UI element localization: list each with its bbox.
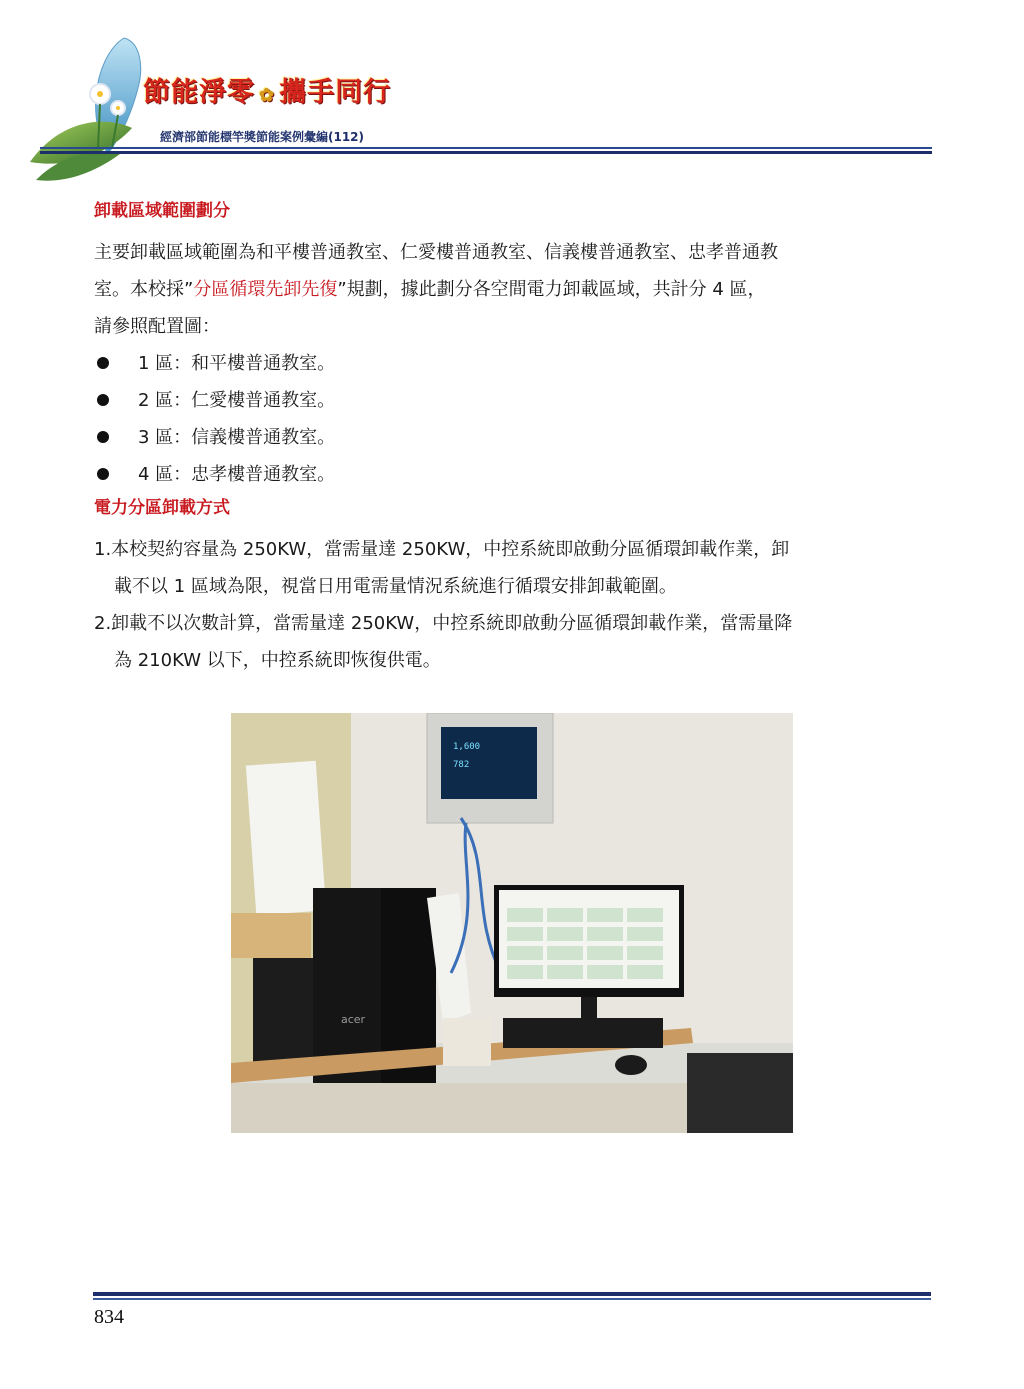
zones-intro-paragraph: [94, 234, 940, 345]
method-item-1-line-1: 1.本校契約容量為 250KW，當需量達 250KW，中控系統即啟動分區循環卸載作業，卸: [94, 539, 790, 560]
bullet-icon: [97, 394, 109, 406]
list-item: [94, 345, 940, 382]
zone-label: 2 區：仁愛樓普通教室。: [138, 390, 336, 411]
main-content: [94, 198, 940, 679]
footer-rule: [93, 1292, 931, 1302]
zone-label: 3 區：信義樓普通教室。: [138, 427, 336, 448]
section-heading-method: 電力分區卸載方式: [94, 498, 230, 518]
header-rule: [40, 147, 932, 154]
list-item: [94, 382, 940, 419]
list-item: [94, 419, 940, 456]
monitor-reading-1: 1,600: [453, 742, 481, 752]
bullet-icon: [97, 468, 109, 480]
control-system-photo: [231, 713, 793, 1133]
intro-line-2-post: ”規劃，據此劃分各空間電力卸載區域，共計分 4 區，: [337, 279, 766, 300]
publication-subtitle: 經濟部節能標竿獎節能案例彙編(112): [160, 130, 365, 144]
zone-label: 4 區：忠孝樓普通教室。: [138, 464, 336, 485]
zone-label: 1 區：和平樓普通教室。: [138, 353, 336, 374]
method-item-2-line-1: 2.卸載不以次數計算，當需量達 250KW，中控系統即啟動分區循環卸載作業，當需量降: [94, 613, 793, 634]
method-item-1: [94, 531, 940, 605]
flower-divider-icon: ✿: [259, 85, 276, 106]
bullet-icon: [97, 431, 109, 443]
method-item-1-line-2: 載不以 1 區域為限，視當日用電需量情況系統進行循環安排卸載範圍。: [114, 576, 677, 597]
method-item-2: [94, 605, 940, 679]
intro-line-3: 請參照配置圖：: [94, 316, 220, 337]
intro-line-2-pre: 室。本校採”: [94, 279, 194, 300]
photo-illustration: [231, 713, 793, 1133]
zone-list: [94, 345, 940, 493]
brand-title-left: 節能淨零: [143, 77, 255, 108]
section-heading-zones: 卸載區域範圍劃分: [94, 201, 230, 221]
bullet-icon: [97, 357, 109, 369]
brand-title-right: 攜手同行: [279, 77, 392, 108]
page-number: 834: [94, 1306, 124, 1328]
monitor-reading-2: 782: [453, 760, 470, 770]
brand-title: [143, 70, 391, 109]
method-list: [94, 531, 940, 679]
list-item: [94, 456, 940, 493]
highlight-strategy: 分區循環先卸先復: [193, 279, 338, 300]
method-item-2-line-2: 為 210KW 以下，中控系統即恢復供電。: [114, 650, 441, 671]
page-header: [0, 0, 1024, 190]
case-brand-label: acer: [341, 1013, 366, 1026]
intro-line-1: 主要卸載區域範圍為和平樓普通教室、仁愛樓普通教室、信義樓普通教室、忠孝普通教: [94, 242, 778, 263]
